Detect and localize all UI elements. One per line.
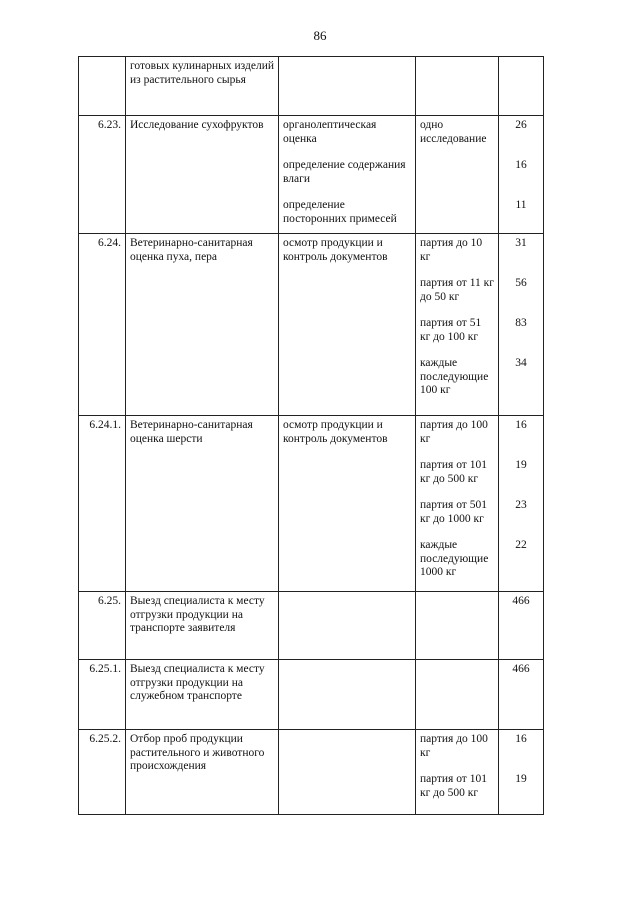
item-price: [499, 116, 544, 234]
item-price: [499, 416, 544, 592]
table-row: [79, 416, 544, 592]
item-type: [279, 57, 416, 116]
item-type: осмотр продукции и контроль документов: [279, 234, 416, 416]
item-unit: [416, 116, 499, 234]
table-row: [79, 57, 544, 116]
subrow-price: 26: [515, 119, 527, 131]
item-number: 6.24.1.: [79, 416, 126, 592]
subrow-unit: каждые последующие 1000 кг: [420, 539, 489, 578]
subrow-price: 19: [515, 773, 527, 785]
item-name: Выезд специалиста к месту отгрузки продукции на транспорте заявителя: [126, 592, 279, 660]
item-unit: [416, 416, 499, 592]
subrow-price: 56: [515, 277, 527, 289]
item-unit: [416, 234, 499, 416]
item-type: [279, 730, 416, 815]
subrow-type: определение посторонних примесей: [283, 199, 397, 225]
item-number: 6.25.: [79, 592, 126, 660]
subrow-price: 22: [515, 539, 527, 551]
subrow-price: 11: [515, 199, 527, 211]
subrow-type: органолептическая оценка: [283, 119, 377, 145]
subrow-price: 83: [515, 317, 527, 329]
item-price: [499, 57, 544, 116]
item-number: 6.25.2.: [79, 730, 126, 815]
item-number: 6.25.1.: [79, 660, 126, 730]
item-price: 466: [499, 660, 544, 730]
item-price: [499, 730, 544, 815]
table-row: [79, 234, 544, 416]
page-number: 86: [313, 28, 327, 43]
subrow-type: определение содержания влаги: [283, 159, 406, 185]
item-price: 466: [499, 592, 544, 660]
item-number: 6.23.: [79, 116, 126, 234]
subrow-price: 16: [515, 733, 527, 745]
item-name: Отбор проб продукции растительного и животного происхождения: [126, 730, 279, 815]
item-price: [499, 234, 544, 416]
item-type: [279, 116, 416, 234]
subrow-unit: партия до 100 кг: [420, 419, 488, 445]
subrow-price: 16: [515, 419, 527, 431]
item-name: Исследование сухофруктов: [126, 116, 279, 234]
item-type: [279, 592, 416, 660]
item-name: Ветеринарно-санитарная оценка шерсти: [126, 416, 279, 592]
subrow-unit: партия до 10 кг: [420, 237, 483, 263]
item-name: готовых кулинарных изделий из растительного сырья: [126, 57, 279, 116]
fee-table: [78, 56, 544, 815]
item-number: [79, 57, 126, 116]
subrow-price: 34: [515, 357, 527, 369]
subrow-price: 31: [515, 237, 527, 249]
subrow-unit: партия от 11 кг до 50 кг: [420, 277, 494, 303]
table-row: [79, 116, 544, 234]
subrow-unit: партия до 100 кг: [420, 733, 488, 759]
item-type: осмотр продукции и контроль документов: [279, 416, 416, 592]
subrow-unit: партия от 51 кг до 100 кг: [420, 317, 482, 343]
subrow-price: 19: [515, 459, 527, 471]
subrow-unit: партия от 501 кг до 1000 кг: [420, 499, 487, 525]
item-unit: [416, 57, 499, 116]
subrow-price: 23: [515, 499, 527, 511]
item-unit: [416, 660, 499, 730]
item-unit: [416, 730, 499, 815]
subrow-price: 16: [515, 159, 527, 171]
subrow-unit: партия от 101 кг до 500 кг: [420, 459, 487, 485]
table-row: [79, 660, 544, 730]
item-number: 6.24.: [79, 234, 126, 416]
item-name: Ветеринарно-санитарная оценка пуха, пера: [126, 234, 279, 416]
item-unit: [416, 592, 499, 660]
table-row: [79, 730, 544, 815]
table-row: [79, 592, 544, 660]
item-type: [279, 660, 416, 730]
subrow-unit: партия от 101 кг до 500 кг: [420, 773, 487, 799]
subrow-unit: одно исследование: [420, 119, 487, 145]
subrow-unit: каждые последующие 100 кг: [420, 357, 489, 396]
item-name: Выезд специалиста к месту отгрузки продукции на служебном транспорте: [126, 660, 279, 730]
